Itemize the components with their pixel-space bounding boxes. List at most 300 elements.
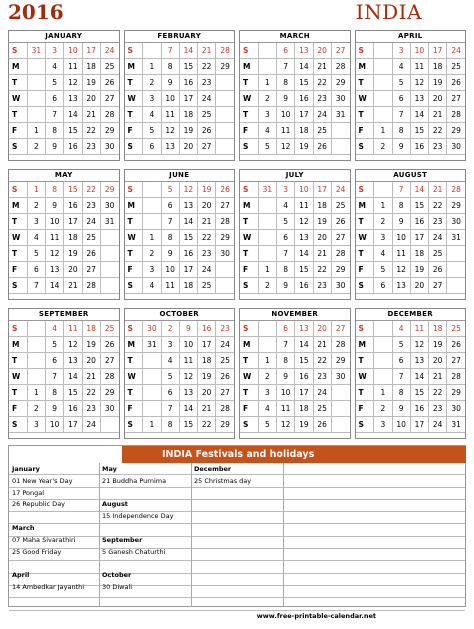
weekday-label: W — [356, 369, 374, 385]
month-february — [124, 30, 236, 161]
day-cell: 28 — [331, 337, 349, 353]
holiday-column — [99, 463, 192, 607]
day-cell: 13 — [64, 91, 82, 107]
day-cell: 21 — [198, 401, 216, 417]
weekday-label: S — [9, 417, 27, 433]
weekday-label: T — [240, 75, 258, 91]
day-cell: 27 — [216, 198, 234, 214]
day-cell: 29 — [100, 182, 118, 198]
weekday-label: S — [356, 43, 374, 59]
day-cell: 21 — [198, 43, 216, 59]
day-cell: 19 — [179, 123, 197, 139]
day-cell: 1 — [143, 230, 161, 246]
footer-url[interactable]: www.free-printable-calendar.net — [256, 612, 376, 620]
day-cell — [27, 75, 45, 91]
day-cell: 27 — [331, 321, 349, 337]
day-cell: 1 — [258, 353, 276, 369]
weekday-label: F — [125, 123, 143, 139]
day-cell: 12 — [410, 75, 428, 91]
day-cell: 3 — [27, 214, 45, 230]
holiday-entry: 26 Republic Day — [12, 500, 66, 509]
month-december — [355, 308, 467, 439]
weekday-label: T — [356, 385, 374, 401]
day-cell: 3 — [143, 91, 161, 107]
week-row — [125, 353, 235, 369]
holiday-entry: 25 Good Friday — [12, 547, 62, 556]
day-cell: 29 — [331, 262, 349, 278]
day-cell: 27 — [447, 353, 465, 369]
day-cell: 9 — [46, 139, 64, 155]
day-cell: 25 — [198, 278, 216, 294]
month-row — [8, 308, 466, 439]
day-cell: 6 — [277, 321, 295, 337]
week-row — [125, 262, 235, 278]
weekday-label: M — [125, 198, 143, 214]
day-cell: 2 — [27, 401, 45, 417]
day-cell: 18 — [198, 353, 216, 369]
day-cell: 22 — [82, 385, 100, 401]
day-cell: 26 — [331, 214, 349, 230]
weekday-label: S — [125, 278, 143, 294]
day-cell: 11 — [392, 246, 410, 262]
day-cell: 24 — [313, 385, 331, 401]
day-cell — [374, 43, 392, 59]
week-row — [240, 353, 350, 369]
day-cell: 2 — [258, 91, 276, 107]
weekday-label: T — [356, 75, 374, 91]
day-cell: 14 — [295, 59, 313, 75]
weekday-label: M — [9, 198, 27, 214]
month-may — [8, 169, 120, 300]
weekday-label: W — [9, 369, 27, 385]
week-row — [356, 417, 466, 433]
weekday-label: M — [125, 59, 143, 75]
day-cell: 23 — [198, 75, 216, 91]
day-cell: 18 — [82, 59, 100, 75]
holidays-title: INDIA Festivals and holidays — [122, 446, 466, 463]
day-cell: 27 — [82, 262, 100, 278]
week-row — [125, 75, 235, 91]
day-cell — [374, 321, 392, 337]
day-cell — [331, 123, 349, 139]
day-cell: 16 — [410, 401, 428, 417]
month-october — [124, 308, 236, 439]
day-cell: 19 — [429, 337, 447, 353]
day-cell — [374, 75, 392, 91]
month-name: NOVEMBER — [240, 309, 350, 321]
day-cell: 18 — [410, 246, 428, 262]
day-cell: 30 — [216, 246, 234, 262]
week-row — [9, 369, 119, 385]
week-row — [9, 91, 119, 107]
day-cell: 3 — [258, 385, 276, 401]
day-cell: 10 — [46, 417, 64, 433]
day-cell — [143, 182, 161, 198]
day-cell: 10 — [161, 262, 179, 278]
sunday-row — [356, 321, 466, 337]
day-cell: 31 — [331, 107, 349, 123]
weekday-label: S — [240, 182, 258, 198]
day-cell — [27, 369, 45, 385]
day-cell: 10 — [46, 214, 64, 230]
weekday-label: T — [9, 75, 27, 91]
holiday-month-heading: October — [102, 571, 132, 580]
weekday-label: T — [125, 246, 143, 262]
day-cell: 1 — [27, 182, 45, 198]
day-cell: 26 — [216, 182, 234, 198]
day-cell: 4 — [161, 353, 179, 369]
day-cell: 28 — [447, 107, 465, 123]
weekday-label: W — [9, 230, 27, 246]
day-cell: 31 — [447, 230, 465, 246]
day-cell: 3 — [277, 182, 295, 198]
day-cell: 28 — [100, 107, 118, 123]
day-cell: 28 — [82, 278, 100, 294]
weekday-label: T — [125, 107, 143, 123]
day-cell: 27 — [429, 278, 447, 294]
day-cell: 13 — [295, 230, 313, 246]
day-cell: 10 — [277, 385, 295, 401]
day-cell: 2 — [258, 278, 276, 294]
weekday-label: F — [9, 262, 27, 278]
day-cell: 21 — [64, 278, 82, 294]
day-cell: 7 — [392, 182, 410, 198]
day-cell: 7 — [161, 214, 179, 230]
sunday-row — [9, 321, 119, 337]
day-cell: 17 — [410, 230, 428, 246]
day-cell: 26 — [447, 75, 465, 91]
weekday-label: S — [240, 43, 258, 59]
month-name: JULY — [240, 170, 350, 182]
week-row — [9, 139, 119, 155]
week-row — [240, 278, 350, 294]
week-row — [125, 401, 235, 417]
day-cell: 11 — [161, 278, 179, 294]
sunday-row — [356, 182, 466, 198]
day-cell: 17 — [410, 417, 428, 433]
day-cell: 2 — [143, 75, 161, 91]
day-cell — [374, 107, 392, 123]
day-cell: 21 — [429, 369, 447, 385]
day-cell: 22 — [429, 385, 447, 401]
week-row — [9, 401, 119, 417]
week-row — [9, 75, 119, 91]
week-row — [240, 139, 350, 155]
month-name: JUNE — [125, 170, 235, 182]
day-cell: 21 — [313, 59, 331, 75]
day-cell — [27, 353, 45, 369]
day-cell: 9 — [179, 321, 197, 337]
day-cell: 11 — [64, 321, 82, 337]
day-cell: 14 — [64, 107, 82, 123]
day-cell: 24 — [429, 417, 447, 433]
day-cell — [331, 417, 349, 433]
day-cell: 19 — [295, 417, 313, 433]
day-cell: 29 — [216, 417, 234, 433]
day-cell: 25 — [447, 321, 465, 337]
week-row — [9, 230, 119, 246]
day-cell: 19 — [295, 139, 313, 155]
day-cell: 5 — [161, 369, 179, 385]
day-cell: 10 — [392, 417, 410, 433]
day-cell: 1 — [143, 59, 161, 75]
week-row — [9, 262, 119, 278]
day-cell: 19 — [429, 75, 447, 91]
day-cell — [27, 321, 45, 337]
day-cell: 16 — [64, 139, 82, 155]
day-cell: 7 — [277, 337, 295, 353]
week-row — [9, 385, 119, 401]
day-cell: 29 — [216, 230, 234, 246]
month-june — [124, 169, 236, 300]
day-cell: 9 — [277, 91, 295, 107]
day-cell: 5 — [392, 75, 410, 91]
day-cell: 17 — [198, 337, 216, 353]
holiday-month-heading: April — [12, 571, 30, 580]
weekday-label: F — [240, 262, 258, 278]
week-row — [240, 337, 350, 353]
day-cell: 16 — [295, 91, 313, 107]
day-cell: 3 — [392, 43, 410, 59]
week-row — [125, 337, 235, 353]
day-cell: 11 — [410, 321, 428, 337]
day-cell: 30 — [100, 401, 118, 417]
day-cell: 21 — [198, 214, 216, 230]
day-cell: 13 — [410, 353, 428, 369]
day-cell: 25 — [331, 198, 349, 214]
day-cell: 11 — [46, 230, 64, 246]
day-cell: 18 — [179, 278, 197, 294]
day-cell: 7 — [277, 59, 295, 75]
week-row — [9, 198, 119, 214]
day-cell: 20 — [82, 91, 100, 107]
day-cell: 15 — [64, 385, 82, 401]
month-name: MARCH — [240, 31, 350, 43]
holiday-entry: 01 New Year's Day — [12, 476, 73, 485]
day-cell: 4 — [392, 321, 410, 337]
weekday-label: T — [240, 214, 258, 230]
day-cell — [216, 91, 234, 107]
day-cell: 15 — [64, 182, 82, 198]
week-row — [356, 246, 466, 262]
day-cell: 12 — [179, 182, 197, 198]
day-cell: 13 — [64, 353, 82, 369]
day-cell: 23 — [429, 214, 447, 230]
day-cell: 30 — [331, 369, 349, 385]
weekday-label: S — [9, 278, 27, 294]
weekday-label: F — [125, 401, 143, 417]
day-cell: 15 — [179, 59, 197, 75]
day-cell: 29 — [447, 198, 465, 214]
weekday-label: M — [356, 198, 374, 214]
sunday-row — [125, 43, 235, 59]
day-cell: 23 — [216, 321, 234, 337]
day-cell: 22 — [313, 262, 331, 278]
month-january — [8, 30, 120, 161]
weekday-label: S — [356, 278, 374, 294]
month-row — [8, 169, 466, 300]
day-cell: 5 — [143, 123, 161, 139]
day-cell: 24 — [198, 262, 216, 278]
day-cell — [374, 337, 392, 353]
day-cell: 6 — [46, 91, 64, 107]
weekday-label: T — [125, 385, 143, 401]
holiday-entry: 07 Maha Sivarathiri — [12, 535, 76, 544]
day-cell: 23 — [313, 278, 331, 294]
week-row — [240, 401, 350, 417]
day-cell: 19 — [82, 75, 100, 91]
weekday-label: S — [356, 139, 374, 155]
holiday-column — [9, 463, 100, 607]
week-row — [125, 59, 235, 75]
day-cell: 11 — [410, 59, 428, 75]
day-cell: 9 — [46, 401, 64, 417]
week-row — [125, 139, 235, 155]
day-cell: 19 — [313, 214, 331, 230]
month-name: OCTOBER — [125, 309, 235, 321]
day-cell: 19 — [198, 182, 216, 198]
day-cell: 24 — [100, 43, 118, 59]
day-cell: 9 — [392, 401, 410, 417]
day-cell: 9 — [161, 75, 179, 91]
week-row — [240, 91, 350, 107]
month-row — [8, 30, 466, 161]
day-cell: 30 — [100, 139, 118, 155]
day-cell: 2 — [27, 198, 45, 214]
day-cell: 18 — [429, 59, 447, 75]
day-cell: 7 — [27, 278, 45, 294]
day-cell: 19 — [64, 246, 82, 262]
weekday-label: M — [9, 337, 27, 353]
week-row — [125, 369, 235, 385]
day-cell: 11 — [179, 353, 197, 369]
day-cell — [374, 91, 392, 107]
week-row — [356, 198, 466, 214]
day-cell: 31 — [258, 182, 276, 198]
month-september — [8, 308, 120, 439]
holiday-month-heading: September — [102, 535, 143, 544]
day-cell — [216, 123, 234, 139]
weekday-label: S — [240, 278, 258, 294]
day-cell: 16 — [64, 401, 82, 417]
day-cell: 17 — [313, 182, 331, 198]
day-cell: 1 — [27, 385, 45, 401]
day-cell — [100, 246, 118, 262]
weekday-label: S — [356, 321, 374, 337]
holiday-entry: 25 Christmas day — [194, 476, 252, 485]
day-cell: 23 — [82, 198, 100, 214]
day-cell: 26 — [82, 246, 100, 262]
day-cell: 12 — [277, 417, 295, 433]
month-name: JANUARY — [9, 31, 119, 43]
day-cell: 26 — [313, 139, 331, 155]
day-cell — [143, 43, 161, 59]
sunday-row — [9, 43, 119, 59]
day-cell: 2 — [258, 369, 276, 385]
week-row — [356, 353, 466, 369]
day-cell: 16 — [179, 246, 197, 262]
day-cell: 8 — [46, 182, 64, 198]
day-cell: 18 — [64, 230, 82, 246]
day-cell: 30 — [331, 91, 349, 107]
day-cell: 6 — [374, 278, 392, 294]
weekday-label: W — [240, 369, 258, 385]
day-cell: 26 — [313, 417, 331, 433]
month-name: MAY — [9, 170, 119, 182]
day-cell: 19 — [198, 369, 216, 385]
day-cell: 14 — [64, 369, 82, 385]
day-cell — [258, 198, 276, 214]
holiday-entry: 17 Pongal — [12, 488, 45, 497]
day-cell: 16 — [295, 278, 313, 294]
day-cell: 1 — [27, 123, 45, 139]
day-cell: 11 — [277, 123, 295, 139]
day-cell: 30 — [447, 214, 465, 230]
day-cell: 25 — [198, 107, 216, 123]
day-cell: 27 — [331, 43, 349, 59]
day-cell: 14 — [179, 214, 197, 230]
day-cell — [27, 107, 45, 123]
day-cell: 26 — [100, 75, 118, 91]
day-cell: 1 — [258, 75, 276, 91]
day-cell: 20 — [313, 230, 331, 246]
day-cell: 24 — [198, 91, 216, 107]
weekday-label: W — [240, 91, 258, 107]
day-cell: 22 — [82, 182, 100, 198]
day-cell: 6 — [161, 198, 179, 214]
day-cell: 6 — [392, 91, 410, 107]
day-cell: 23 — [82, 401, 100, 417]
day-cell: 31 — [447, 417, 465, 433]
weekday-label: M — [356, 337, 374, 353]
day-cell: 12 — [179, 369, 197, 385]
day-cell — [331, 139, 349, 155]
day-cell: 30 — [100, 198, 118, 214]
day-cell: 3 — [27, 417, 45, 433]
day-cell: 24 — [82, 214, 100, 230]
day-cell: 20 — [313, 43, 331, 59]
week-row — [9, 337, 119, 353]
day-cell: 23 — [82, 139, 100, 155]
day-cell — [331, 401, 349, 417]
day-cell: 13 — [392, 278, 410, 294]
day-cell: 10 — [410, 43, 428, 59]
day-cell: 16 — [64, 198, 82, 214]
holiday-month-heading: August — [102, 500, 128, 509]
weekday-label: T — [240, 107, 258, 123]
holiday-month-heading: March — [12, 524, 35, 532]
day-cell: 27 — [447, 91, 465, 107]
day-cell: 5 — [374, 262, 392, 278]
day-cell: 7 — [392, 369, 410, 385]
day-cell: 20 — [64, 262, 82, 278]
day-cell: 5 — [46, 75, 64, 91]
day-cell: 24 — [331, 182, 349, 198]
day-cell: 14 — [410, 107, 428, 123]
day-cell: 8 — [392, 198, 410, 214]
day-cell: 26 — [429, 262, 447, 278]
day-cell: 13 — [179, 385, 197, 401]
weekday-label: T — [125, 214, 143, 230]
day-cell: 21 — [313, 337, 331, 353]
month-name: APRIL — [356, 31, 466, 43]
holiday-month-heading: January — [12, 465, 40, 473]
week-row — [356, 75, 466, 91]
day-cell: 6 — [392, 353, 410, 369]
day-cell: 17 — [179, 91, 197, 107]
day-cell: 28 — [331, 59, 349, 75]
day-cell: 8 — [392, 385, 410, 401]
